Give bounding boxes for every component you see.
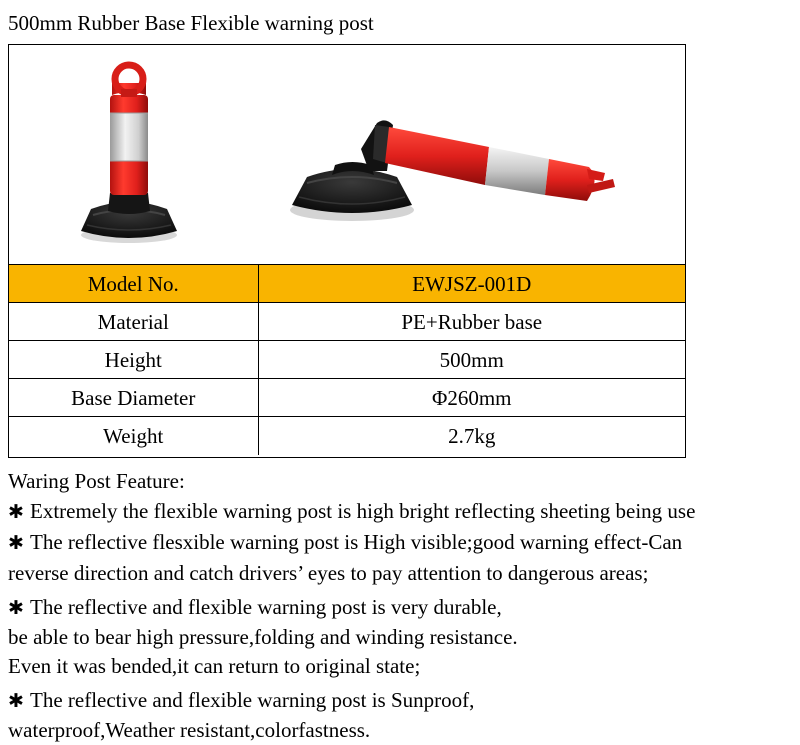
feature-text-continued: Even it was bended,it can return to original state; <box>8 654 421 678</box>
feature-item <box>8 496 800 527</box>
feature-item <box>8 686 800 716</box>
spec-row-material <box>9 303 685 341</box>
page-title: 500mm Rubber Base Flexible warning post <box>8 11 374 35</box>
spec-row-base-diameter <box>9 379 685 417</box>
spec-value: PE+Rubber base <box>258 303 685 341</box>
feature-item <box>8 527 800 558</box>
upright-post-image <box>81 65 177 243</box>
flexed-post-image <box>290 120 615 221</box>
spec-label: Material <box>9 303 258 341</box>
spec-table <box>9 264 685 455</box>
feature-text-continued: be able to bear high pressure,folding and winding resistance. <box>8 625 518 649</box>
asterisk-icon: ✱ <box>8 501 24 523</box>
feature-item <box>8 593 800 623</box>
spec-value: 500mm <box>258 341 685 379</box>
spec-value: 2.7kg <box>258 417 685 455</box>
asterisk-icon: ✱ <box>8 597 24 619</box>
spec-row-height <box>9 341 685 379</box>
spec-value: Φ260mm <box>258 379 685 417</box>
features-section <box>8 466 800 745</box>
feature-text: The reflective and flexible warning post is Sunproof, <box>30 688 475 712</box>
product-sheet <box>8 44 686 458</box>
feature-text: The reflective and flexible warning post is very durable, <box>30 595 502 619</box>
spec-label: Weight <box>9 417 258 455</box>
asterisk-icon: ✱ <box>8 532 24 554</box>
feature-text: The reflective flesxible warning post is High visible;good warning effect-Can <box>30 530 683 554</box>
feature-text-continued: waterproof,Weather resistant,colorfastness. <box>8 718 371 742</box>
feature-text: Extremely the flexible warning post is high bright reflecting sheeting being use <box>30 499 696 523</box>
product-photos <box>9 45 685 264</box>
spec-label: Height <box>9 341 258 379</box>
spec-value: EWJSZ-001D <box>258 265 685 303</box>
spec-label: Model No. <box>9 265 258 303</box>
asterisk-icon: ✱ <box>8 690 24 712</box>
features-heading: Waring Post Feature: <box>8 469 185 493</box>
feature-text-continued: reverse direction and catch drivers’ eyes to pay attention to dangerous areas; <box>8 561 649 585</box>
spec-row-weight <box>9 417 685 455</box>
spec-label: Base Diameter <box>9 379 258 417</box>
spec-row-model <box>9 265 685 303</box>
